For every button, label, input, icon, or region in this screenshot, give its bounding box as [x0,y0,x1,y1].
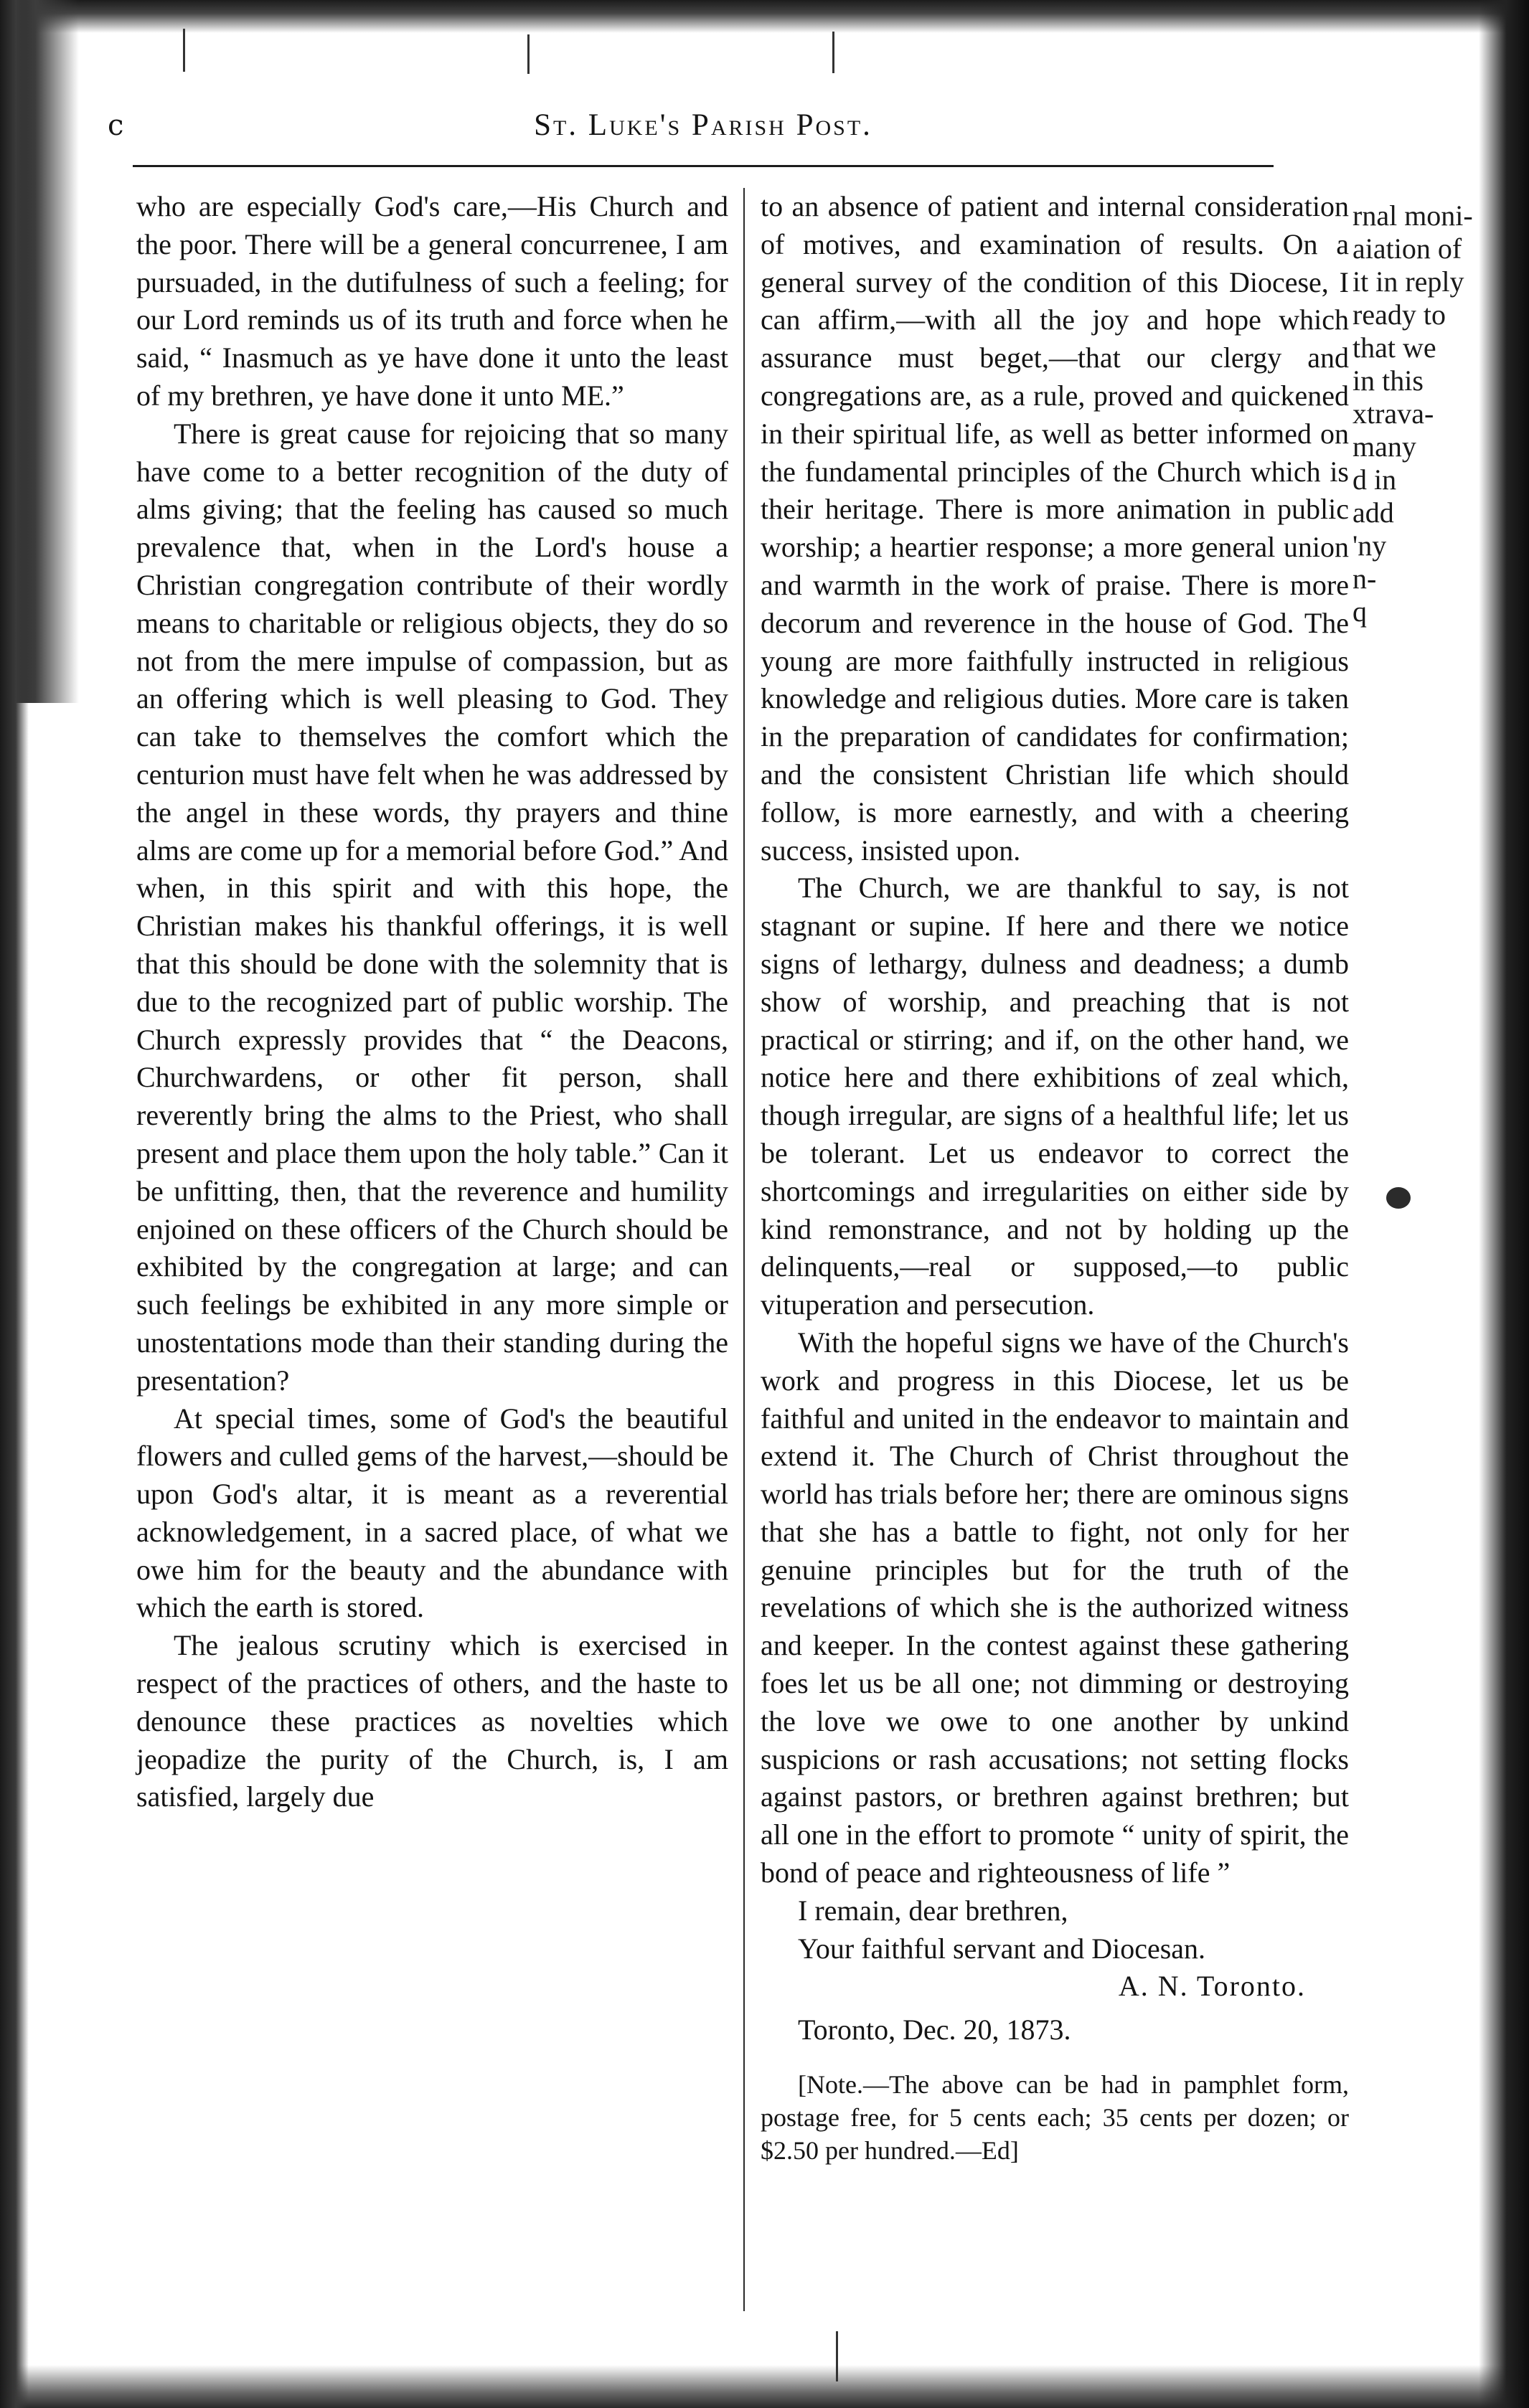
paragraph: With the hopeful signs we have of the Church's work and progress in this Diocese, let us be faithful and united in the endeavor to maintain and extend it. The Church of Christ throughout the world has trials before her; there are ominous signs that she has a battle to fight, not only for her genuine principles but for the truth of the revelations of which she is the authorized witness and keeper. In the contest against these gathering foes let us be all one; not dimming or destroying the love we owe to one another by unkind suspicions or rash accusations; not setting flocks against pastors, or brethren against brethren; but all one in the effort to promote “ unity of spirit, the bond of peace and righteousness of life ” [761,1326,1349,1889]
margin-fragment: in this [1352,364,1424,397]
paragraph: There is great cause for rejoicing that so many have come to a better recognition of the duty of alms giving; that the feeling has caused so much prevalence that, when in the Lord's house a Christian congregation contribute of their wordly means to charitable or religious objects, they do so not from the mere impulse of compassion, but as an offering which is well pleasing to God. They can take to themselves the comfort which the centurion must have felt when he was addressed by the angel in these words, thy prayers and thine alms are come up for a memorial before God.” And when, in this spirit and with this hope, the Christian makes his thankful offerings, it is well that this should be done with the solemnity that is due to the recognized part of public worship. The Church expressly provides that “ the Deacons, Churchwardens, or other fit person, shall reverently bring the alms to the Priest, who shall present and place them upon the holy table.” Can it be unfitting, then, that the reverence and humility enjoined on these officers of the Church should be exhibited by the congregation at large; and can such feelings be exhibited in any more simple or unostentations mode than their standing during the presentation? [136,417,728,1397]
margin-fragment: aiation of [1352,232,1462,265]
signature: A. N. Toronto. [1118,1970,1306,2003]
page-title: St. Luke's Parish Post. [534,108,872,142]
scan-edge-left [0,0,29,2408]
margin-fragment: many [1352,430,1416,463]
scan-edge-top [0,0,1529,33]
margin-fragment: rnal moni- [1352,199,1473,232]
margin-fragment: that we [1352,331,1436,364]
margin-fragment: n- [1352,562,1377,595]
scan-mark [836,2331,838,2381]
margin-fragment: q [1352,595,1367,628]
paragraph: The Church, we are thankful to say, is not stagnant or supine. If here and there we notice signs of lethargy, dulness and deadness; a dumb show of worship, and preaching that is not practical or stirring; and if, on the other hand, we notice here and there exhibitions of zeal which, though irregular, are signs of a healthful life; let us be tolerant. Let us endeavor to correct the shortcomings and irregularities on either side by kind remonstrance, and not by holding up the delinquents,—real or supposed,—to public vituperation and persecution. [761,872,1349,1321]
place-date: Toronto, Dec. 20, 1873. [798,2013,1071,2046]
scan-mark [832,32,834,73]
left-column [136,188,728,1816]
salutation: I remain, dear brethren, [798,1894,1068,1927]
paragraph: who are especially God's care,—His Church and the poor. There will be a general concurrenee, I am pursuaded, in the dutifulness of such a feeling; for our Lord reminds us of its truth and force when he said, “ Inasmuch as ye have done it unto the least of my brethren, ye have done it unto ME.” [136,190,728,412]
paragraph: At special times, some of God's the beautiful flowers and culled gems of the harvest,—should be upon God's altar, it is meant as a reverential acknowledgement, in a sacred place, of what we owe him for the beauty and the abundance with which the earth is stored. [136,1402,728,1624]
closing: Your faithful servant and Diocesan. [798,1932,1206,1965]
editor-note: [Note.—The above can be had in pamphlet form, postage free, for 5 cents each; 35 cents per dozen; or $2.50 per hundred.—Ed] [761,2070,1349,2166]
margin-fragment: d in [1352,463,1397,496]
folio-mark: c [108,109,124,142]
scan-mark [183,29,185,72]
margin-fragment: it in reply [1352,265,1464,298]
ink-blot [1386,1187,1411,1209]
column-divider [743,188,745,2311]
margin-fragment: add [1352,496,1394,529]
scan-edge-bottom [0,2365,1529,2408]
header-divider [133,165,1274,167]
scan-edge-right [1479,0,1529,2408]
scan-mark [527,34,530,74]
margin-fragments [1352,199,1482,628]
paragraph: to an absence of patient and internal consideration of motives, and examination of results. On a general survey of the condition of this Diocese, I can affirm,—with all the joy and hope which assurance must beget,—that our clergy and congregations are, as a rule, proved and quickened in their spiritual life, as well as better informed on the fundamental principles of the Church which is their heritage. There is more animation in public worship; a heartier response; a more general union and warmth in the work of praise. There is more decorum and reverence in the house of God. The young are more faithfully instructed in religious knowledge and religious duties. More care is taken in the preparation of candidates for confirmation; and the consistent Christian life which should follow, is more earnestly, and with a cheering success, insisted upon. [761,190,1349,867]
margin-fragment: ready to [1352,298,1446,331]
margin-fragment: xtrava- [1352,397,1434,430]
right-column [761,188,1349,2167]
margin-fragment: 'ny [1352,529,1387,562]
paragraph: The jealous scrutiny which is exercised in respect of the practices of others, and the haste to denounce these practices as novelties which jeopadize the purity of the Church, is, I am satisfied, largely due [136,1629,728,1813]
